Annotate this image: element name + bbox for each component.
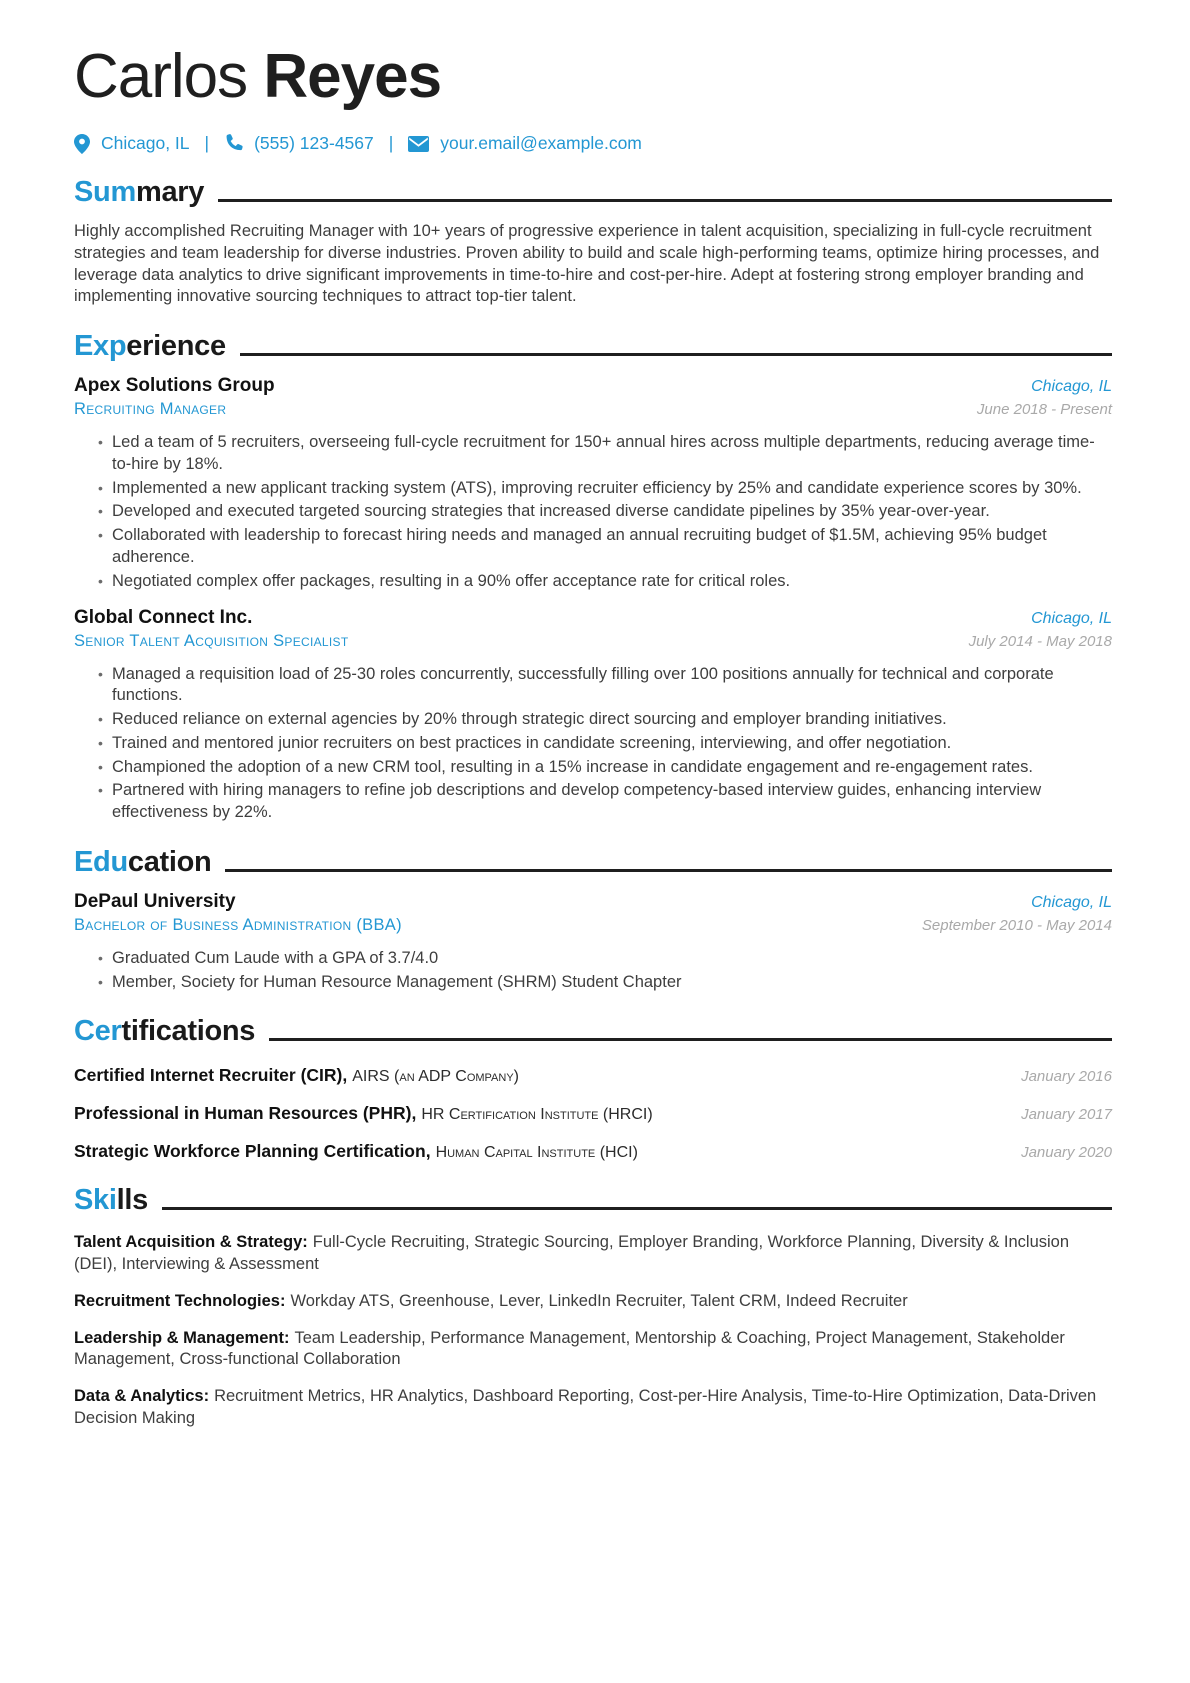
bullet-item: • Implemented a new applicant tracking system (ATS), improving recruiter efficiency by 25% and candidate experience scores by 30%.	[98, 478, 1112, 500]
entry-subheader-row	[74, 913, 1112, 935]
entry-subheader-row	[74, 629, 1112, 651]
bullet-item: • Developed and executed targeted sourcing strategies that increased diverse candidate pipelines by 35% year-over-year.	[98, 501, 1112, 523]
section-title-rest: erience	[126, 330, 226, 363]
certification-issuer: HR Certification Institute (HRCI)	[421, 1106, 653, 1124]
certification-name: Strategic Workforce Planning Certification	[74, 1141, 426, 1162]
section-title-accent: Ski	[74, 1184, 117, 1217]
bullet-item: • Trained and mentored junior recruiters on best practices in candidate screening, interviewing, and offer negotiation.	[98, 733, 1112, 755]
entry-dates: June 2018 - Present	[976, 401, 1112, 419]
summary-text: Highly accomplished Recruiting Manager with 10+ years of progressive experience in talent acquisition, specializing in full-cycle recruitment strategies and team leadership for diverse industries. Proven ability to build and scale high-performing teams, optimize hiring processes, and leverage data analytics to drive significant improvements in time-to-hire and cost-per-hire. Adept at fostering strong employer branding and implementing innovative sourcing techniques to attract top-tier talent.	[74, 222, 1100, 306]
section-title-certifications	[74, 1015, 1112, 1048]
contact-separator: |	[388, 133, 394, 154]
last-name: Reyes	[263, 42, 442, 111]
map-pin-icon	[74, 134, 90, 154]
skill-category-label: Recruitment Technologies:	[74, 1291, 286, 1310]
certification-comma: ,	[425, 1141, 431, 1162]
section-rule	[162, 1207, 1112, 1210]
bullet-item: • Led a team of 5 recruiters, overseeing full-cycle recruitment for 150+ annual hires across multiple departments, reducing average time-to-hire by 18%.	[98, 432, 1112, 476]
section-title-rest: mary	[135, 176, 205, 209]
skill-values: Workday ATS, Greenhouse, Lever, LinkedIn Recruiter, Talent CRM, Indeed Recruiter	[290, 1291, 908, 1310]
skill-values: Full-Cycle Recruiting, Strategic Sourcing, Employer Branding, Workforce Planning, Diversity & Inclusion (DEI), Interviewing & Assessment	[74, 1233, 1070, 1274]
contact-phone: (555) 123-4567	[254, 133, 374, 154]
certification-left	[74, 1141, 638, 1162]
contact-separator: |	[204, 133, 210, 154]
certification-date: January 2016	[1021, 1068, 1112, 1086]
section-title-accent: Cer	[74, 1015, 122, 1048]
skill-category-label: Data & Analytics:	[74, 1387, 210, 1406]
certification-comma: ,	[411, 1103, 417, 1124]
page-title	[74, 44, 1112, 109]
entry-header-row	[74, 607, 1112, 629]
skill-line	[74, 1386, 1112, 1430]
envelope-icon	[408, 136, 429, 152]
certification-date: January 2017	[1021, 1106, 1112, 1124]
education-entry	[74, 891, 1112, 994]
entry-dates: July 2014 - May 2018	[968, 632, 1112, 650]
bullet-list	[74, 432, 1112, 592]
section-title-experience	[74, 330, 1112, 363]
skill-values: Recruitment Metrics, HR Analytics, Dashboard Reporting, Cost-per-Hire Analysis, Time-to-Hire Optimization, Data-Driven Decision Making	[74, 1387, 1097, 1427]
bullet-item: • Member, Society for Human Resource Management (SHRM) Student Chapter	[98, 972, 1112, 994]
certification-left	[74, 1103, 653, 1124]
section-rule	[269, 1038, 1112, 1041]
job-title: Recruiting Manager	[74, 400, 227, 419]
bullet-item: • Reduced reliance on external agencies by 20% through strategic direct sourcing and employer branding initiatives.	[98, 709, 1112, 731]
certification-date: January 2020	[1021, 1144, 1112, 1162]
section-title-rest: lls	[116, 1184, 148, 1217]
bullet-item: • Collaborated with leadership to forecast hiring needs and managed an annual recruiting budget of $1.5M, achieving 95% budget adherence.	[98, 525, 1112, 569]
entry-dates: September 2010 - May 2014	[921, 916, 1112, 934]
name-space	[247, 42, 263, 111]
first-name: Carlos	[74, 42, 248, 111]
section-title-skills	[74, 1184, 1112, 1217]
section-rule	[240, 353, 1112, 356]
skill-values: Team Leadership, Performance Management, Mentorship & Coaching, Project Management, Stakeholder Management, Cross-functional Collaboration	[74, 1328, 1065, 1369]
entry-location: Chicago, IL	[1031, 893, 1112, 911]
section-title-accent: Edu	[74, 845, 128, 878]
entry-location: Chicago, IL	[1031, 609, 1112, 627]
section-rule	[218, 199, 1112, 202]
skill-line	[74, 1232, 1112, 1276]
company-name: Apex Solutions Group	[74, 375, 275, 397]
degree-title: Bachelor of Business Administration (BBA)	[74, 915, 402, 934]
bullet-item: • Graduated Cum Laude with a GPA of 3.7/4.0	[98, 948, 1112, 970]
section-title-rest: cation	[127, 845, 212, 878]
bullet-list	[74, 948, 1112, 994]
bullet-list	[74, 664, 1112, 824]
school-name: DePaul University	[74, 890, 236, 912]
certification-entry	[74, 1141, 1112, 1162]
skill-line	[74, 1328, 1112, 1372]
job-title: Senior Talent Acquisition Specialist	[74, 631, 349, 650]
certification-left	[74, 1065, 519, 1086]
entry-location: Chicago, IL	[1031, 378, 1112, 396]
certification-comma: ,	[342, 1065, 348, 1086]
bullet-item: • Championed the adoption of a new CRM tool, resulting in a 15% increase in candidate engagement and re-engagement rates.	[98, 757, 1112, 779]
bullet-item: • Partnered with hiring managers to refine job descriptions and develop competency-based interview guides, enhancing interview effectiveness by 22%.	[98, 780, 1112, 824]
skill-category-label: Talent Acquisition & Strategy:	[74, 1233, 308, 1252]
bullet-item: • Managed a requisition load of 25-30 roles concurrently, successfully filling over 100 positions annually for technical and corporate functions.	[98, 664, 1112, 708]
certification-entry	[74, 1103, 1112, 1124]
section-title-education	[74, 846, 1112, 879]
certification-name: Professional in Human Resources (PHR)	[74, 1103, 412, 1124]
section-title-rest: tifications	[121, 1015, 256, 1048]
section-title-accent: Exp	[74, 330, 127, 363]
certification-name: Certified Internet Recruiter (CIR)	[74, 1065, 343, 1086]
entry-subheader-row	[74, 397, 1112, 419]
entry-header-row	[74, 891, 1112, 913]
contact-location: Chicago, IL	[101, 133, 190, 154]
section-title-summary	[74, 176, 1112, 209]
experience-entry	[74, 375, 1112, 592]
skill-category-label: Leadership & Management:	[74, 1328, 290, 1347]
certification-entry	[74, 1065, 1112, 1086]
certification-issuer: AIRS (an ADP Company)	[352, 1068, 520, 1086]
certification-issuer: Human Capital Institute (HCI)	[435, 1144, 638, 1162]
bullet-item: • Negotiated complex offer packages, resulting in a 90% offer acceptance rate for critical roles.	[98, 571, 1112, 593]
section-rule	[225, 869, 1112, 872]
experience-entry	[74, 607, 1112, 824]
skill-line	[74, 1291, 1112, 1313]
section-title-accent: Sum	[74, 176, 136, 209]
phone-icon	[224, 134, 243, 153]
contact-email: your.email@example.com	[440, 133, 642, 154]
company-name: Global Connect Inc.	[74, 606, 253, 628]
contact-row	[74, 133, 1112, 154]
entry-header-row	[74, 375, 1112, 397]
